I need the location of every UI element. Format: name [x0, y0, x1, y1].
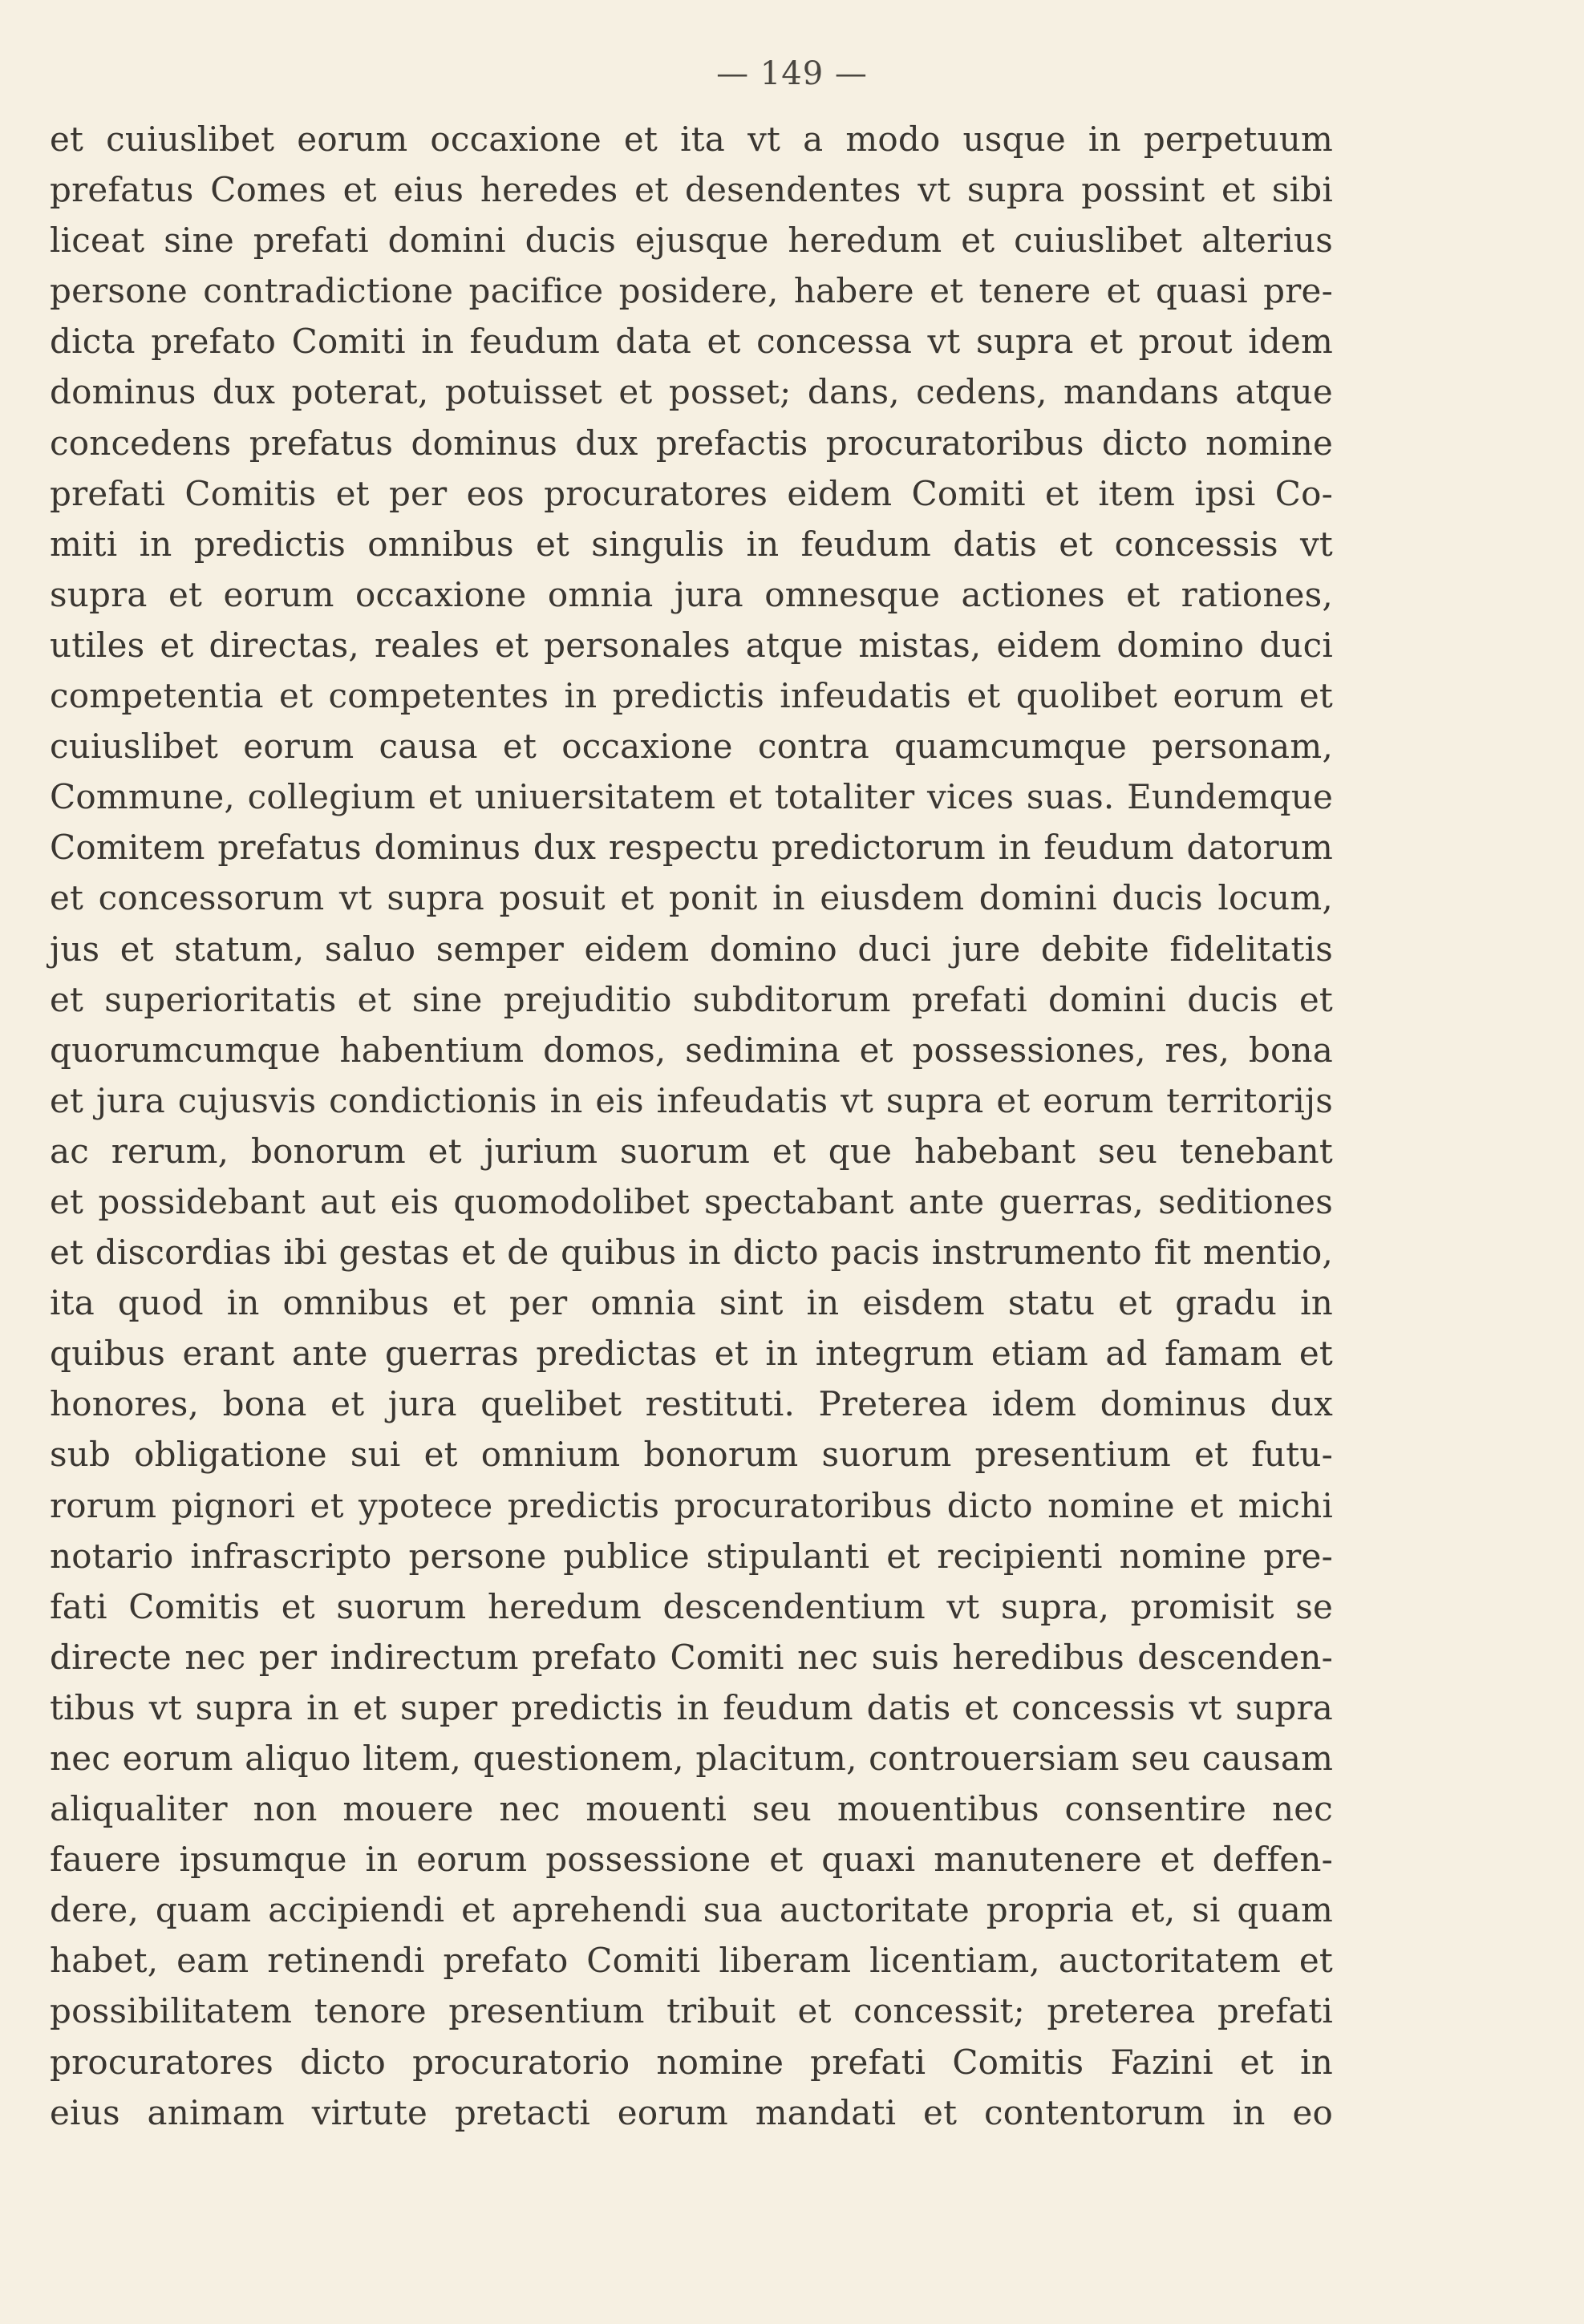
text-line: aliqualiter non mouere nec mouenti seu mouentibus consentire nec — [50, 1789, 1333, 1829]
text-line: miti in predictis omnibus et singulis in feudum datis et concessis vt — [50, 524, 1333, 564]
page-number: — 149 — — [716, 55, 868, 92]
text-line: possibilitatem tenore presentium tribuit et concessit; preterea prefati — [50, 1991, 1333, 2031]
text-line: dominus dux poterat, potuisset et posset; dans, cedens, mandans atque — [50, 372, 1333, 412]
text-line: habet, eam retinendi prefato Comiti liberam licentiam, auctoritatem et — [50, 1941, 1333, 1981]
text-line: competentia et competentes in predictis infeudatis et quolibet eorum et — [50, 676, 1333, 716]
text-line: eius animam virtute pretacti eorum mandati et contentorum in eo — [50, 2092, 1333, 2132]
text-line: quibus erant ante guerras predictas et in integrum etiam ad famam et — [50, 1334, 1333, 1374]
text-line: tibus vt supra in et super predictis in feudum datis et concessis vt supra — [50, 1687, 1333, 1727]
text-line: fati Comitis et suorum heredum descendentium vt supra, promisit se — [50, 1586, 1333, 1626]
text-line: nec eorum aliquo litem, questionem, placitum, controuersiam seu causam — [50, 1739, 1334, 1778]
text-line: persone contradictione pacifice posidere, habere et tenere et quasi pre- — [50, 271, 1333, 311]
text-line: dere, quam accipiendi et aprehendi sua auctoritate propria et, si quam — [50, 1890, 1333, 1930]
text-line: supra et eorum occaxione omnia jura omnesque actiones et rationes, — [50, 574, 1333, 614]
text-line: et discordias ibi gestas et de quibus in dicto pacis instrumento fit mentio, — [50, 1233, 1333, 1273]
text-line: ita quod in omnibus et per omnia sint in eisdem statu et gradu in — [50, 1283, 1333, 1323]
text-line: et jura cujusvis condictionis in eis infeudatis vt supra et eorum territorijs — [50, 1080, 1333, 1120]
text-line: prefati Comitis et per eos procuratores eidem Comiti et item ipsi Co- — [50, 473, 1333, 513]
text-line: Commune, collegium et uniuersitatem et totaliter vices suas. Eundemque — [50, 777, 1333, 817]
text-line: rorum pignori et ypotece predictis procuratoribus dicto nomine et michi — [50, 1485, 1333, 1525]
text-line: Comitem prefatus dominus dux respectu predictorum in feudum datorum — [50, 828, 1333, 868]
text-line: procuratores dicto procuratorio nomine prefati Comitis Fazini et in — [50, 2042, 1333, 2082]
text-line: et cuiuslibet eorum occaxione et ita vt a modo usque in perpetuum — [50, 119, 1333, 159]
text-line: prefatus Comes et eius heredes et desendentes vt supra possint et sibi — [50, 170, 1333, 210]
text-line: dicta prefato Comiti in feudum data et concessa vt supra et prout idem — [50, 322, 1333, 362]
text-line: notario infrascripto persone publice stipulanti et recipienti nomine pre- — [50, 1536, 1333, 1576]
text-line: jus et statum, saluo semper eidem domino duci jure debite fidelitatis — [50, 929, 1333, 969]
text-line: et superioritatis et sine prejuditio subditorum prefati domini ducis et — [50, 979, 1333, 1019]
text-line: ac rerum, bonorum et jurium suorum et que habebant seu tenebant — [50, 1131, 1333, 1171]
text-line: quorumcumque habentium domos, sedimina et possessiones, res, bona — [50, 1030, 1333, 1070]
body-text — [50, 114, 1333, 2138]
text-line: et possidebant aut eis quomodolibet spectabant ante guerras, seditiones — [50, 1181, 1333, 1221]
text-line: honores, bona et jura quelibet restituti. Preterea idem dominus dux — [50, 1384, 1333, 1424]
text-line: et concessorum vt supra posuit et ponit in eiusdem domini ducis locum, — [50, 878, 1333, 918]
text-line: utiles et directas, reales et personales atque mistas, eidem domino duci — [50, 625, 1333, 665]
text-line: directe nec per indirectum prefato Comiti nec suis heredibus descenden- — [50, 1637, 1333, 1677]
text-line: cuiuslibet eorum causa et occaxione contra quamcumque personam, — [50, 727, 1333, 767]
text-line: liceat sine prefati domini ducis ejusque heredum et cuiuslibet alterius — [50, 221, 1333, 261]
text-line: sub obligatione sui et omnium bonorum suorum presentium et futu- — [50, 1435, 1333, 1475]
text-line: concedens prefatus dominus dux prefactis procuratoribus dicto nomine — [50, 423, 1333, 463]
text-line: fauere ipsumque in eorum possessione et quaxi manutenere et deffen- — [50, 1840, 1333, 1880]
